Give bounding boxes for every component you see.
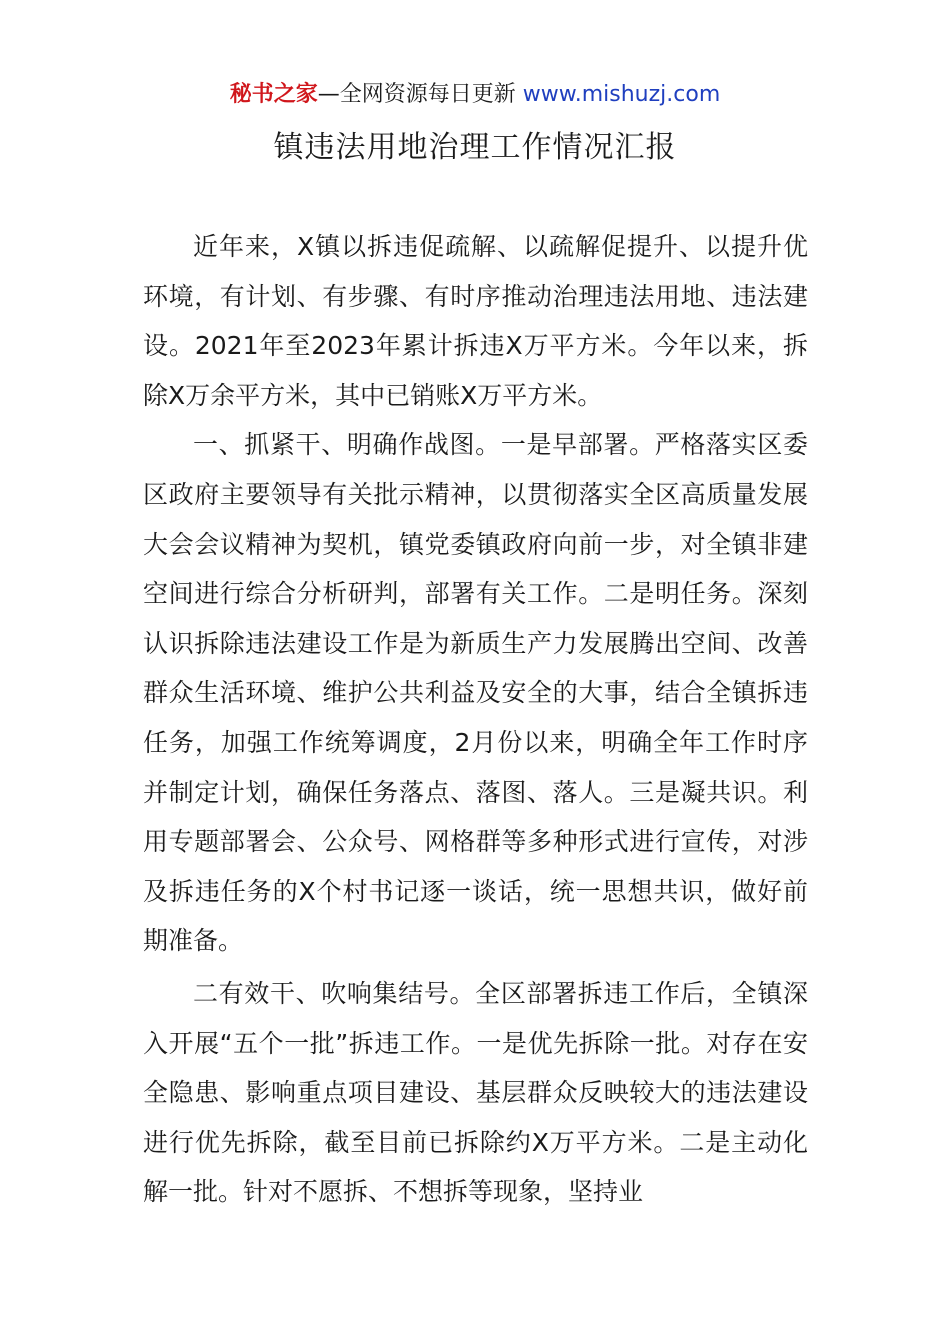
site-tagline: —全网资源每日更新 bbox=[317, 82, 523, 107]
site-url-link[interactable]: www.mishuzj.com bbox=[522, 82, 721, 107]
site-brand: 秘书之家 bbox=[229, 82, 318, 107]
paragraph-intro: 近年来，X镇以拆违促疏解、以疏解促提升、以提升优环境，有计划、有步骤、有时序推动治理违法用地、违法建设。2021年至2023年累计拆违X万平方米。今年以来，拆除X万余平方米，其中已销账X万平方米。 bbox=[143, 232, 808, 410]
site-header bbox=[0, 78, 950, 112]
document-body bbox=[143, 222, 808, 1217]
document-title: 镇违法用地治理工作情况汇报 bbox=[273, 130, 677, 165]
paragraph-section-one: 一、抓紧干、明确作战图。一是早部署。严格落实区委区政府主要领导有关批示精神，以贯彻落实全区高质量发展大会会议精神为契机，镇党委镇政府向前一步，对全镇非建空间进行综合分析研判，部署有关工作。二是明任务。深刻认识拆除违法建设工作是为新质生产力发展腾出空间、改善群众生活环境、维护公共利益及安全的大事，结合全镇拆违任务，加强工作统筹调度，2月份以来，明确全年工作时序并制定计划，确保任务落点、落图、落人。三是凝共识。利用专题部署会、公众号、网格群等多种形式进行宣传，对涉及拆违任务的X个村书记逐一谈话，统一思想共识，做好前期准备。 bbox=[143, 430, 808, 956]
paragraph-section-two: 二有效干、吹响集结号。全区部署拆违工作后，全镇深入开展“五个一批”拆违工作。一是优先拆除一批。对存在安全隐患、影响重点项目建设、基层群众反映较大的违法建设进行优先拆除，截至目前已拆除约X万平方米。二是主动化解一批。针对不愿拆、不想拆等现象，坚持业 bbox=[143, 978, 808, 1207]
